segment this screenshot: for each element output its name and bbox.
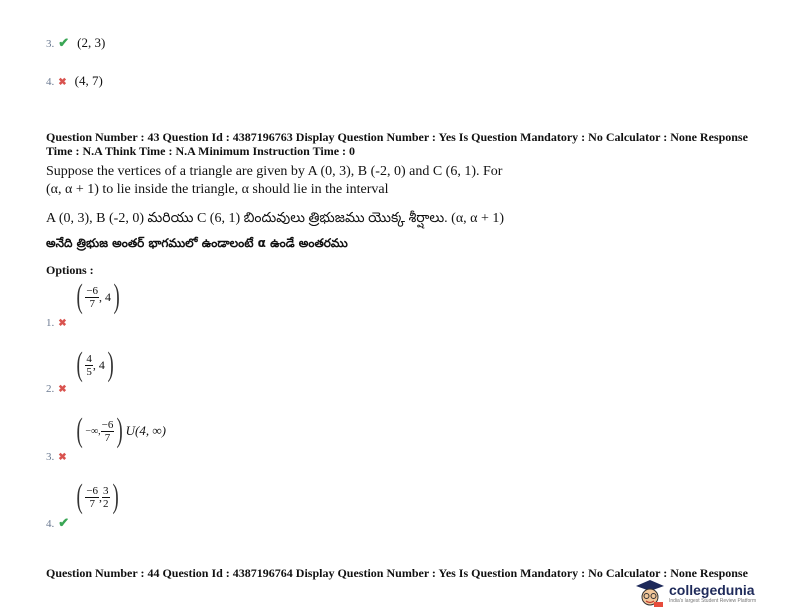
option-1-math: ( $\frac{-6}{7}$ , 4 ) (76, 278, 120, 315)
option-number: 3. (46, 451, 55, 463)
option-2-math: ( $\frac{4}{5}$ , 4 ) (76, 346, 114, 383)
left-paren: ( (76, 412, 83, 449)
question-english-line1: Suppose the vertices of a triangle are given by A (0, 3), B (-2, 0) and C (6, 1). For (46, 164, 503, 179)
cross-icon: ✖ (58, 384, 67, 395)
option-number: 2. (46, 383, 55, 395)
question-meta (46, 130, 766, 158)
left-paren: ( (76, 346, 83, 383)
option-3-marker (46, 447, 67, 465)
right-paren: ) (116, 412, 124, 449)
option-number: 3. (46, 38, 55, 50)
option-4-math: ( $\frac{-6}{7}$ , $\frac{3}{2}$ ) (76, 478, 119, 515)
check-icon: ✔ (58, 35, 70, 50)
right-paren: ) (112, 478, 119, 515)
option-1-marker (46, 313, 67, 331)
right-paren: ) (113, 278, 120, 315)
prev-option-4 (46, 72, 103, 90)
option-number: 4. (46, 518, 55, 530)
option-3-math: ( −∞, $\frac{-6}{7}$ ) U(4, ∞) (76, 412, 166, 449)
fraction: $\frac{-6}{7}$ (86, 284, 99, 310)
fraction: $\frac{3}{2}$ (103, 484, 109, 510)
cross-icon: ✖ (58, 452, 67, 463)
option-text: (2, 3) (77, 35, 106, 50)
option-number: 1. (46, 317, 55, 329)
question-english-line2: (α, α + 1) to lie inside the triangle, α should lie in the interval (46, 182, 389, 197)
question-meta-line1: Question Number : 43 Question Id : 4387196763 Display Question Number : Yes Is Question Mandatory : No Calculator : None Response (46, 130, 748, 144)
next-question-meta: Question Number : 44 Question Id : 4387196764 Display Question Number : Yes Is Question Mandatory : No Calculator : None Response (46, 566, 748, 580)
question-telugu-line2: అనేది త్రిభుజ అంతర్ భాగములో ఉండాలంటే α ఉండే అంతరము (46, 236, 348, 250)
right-paren: ) (107, 346, 114, 383)
question-text-english (46, 163, 766, 199)
left-paren: ( (76, 478, 83, 515)
logo-tagline: India's largest Student Review Platform (669, 598, 757, 604)
graduate-mascot-icon (634, 578, 666, 608)
left-paren: ( (76, 278, 83, 315)
option-text: (4, 7) (74, 73, 103, 88)
prev-option-3 (46, 34, 105, 52)
question-text-telugu (46, 210, 766, 253)
question-telugu-line1: A (0, 3), B (-2, 0) మరియు C (6, 1) బిందువులు త్రిభుజము యొక్క శీర్షాలు. (α, α + 1) (46, 211, 505, 226)
fraction: $\frac{-6}{7}$ (101, 418, 114, 444)
cross-icon: ✖ (58, 77, 67, 88)
check-icon: ✔ (58, 515, 70, 530)
fraction: $\frac{4}{5}$ (86, 352, 92, 378)
option-number: 4. (46, 76, 55, 88)
union-part: U(4, ∞) (125, 423, 166, 438)
option-4-marker (46, 514, 69, 532)
options-label: Options : (46, 263, 94, 277)
collegedunia-logo (634, 578, 784, 608)
option-2-marker (46, 379, 67, 397)
logo-wordmark: collegedunia (669, 582, 755, 598)
fraction: $\frac{-6}{7}$ (86, 484, 99, 510)
cross-icon: ✖ (58, 318, 67, 329)
question-meta-line2: Time : N.A Think Time : N.A Minimum Instruction Time : 0 (46, 144, 356, 158)
